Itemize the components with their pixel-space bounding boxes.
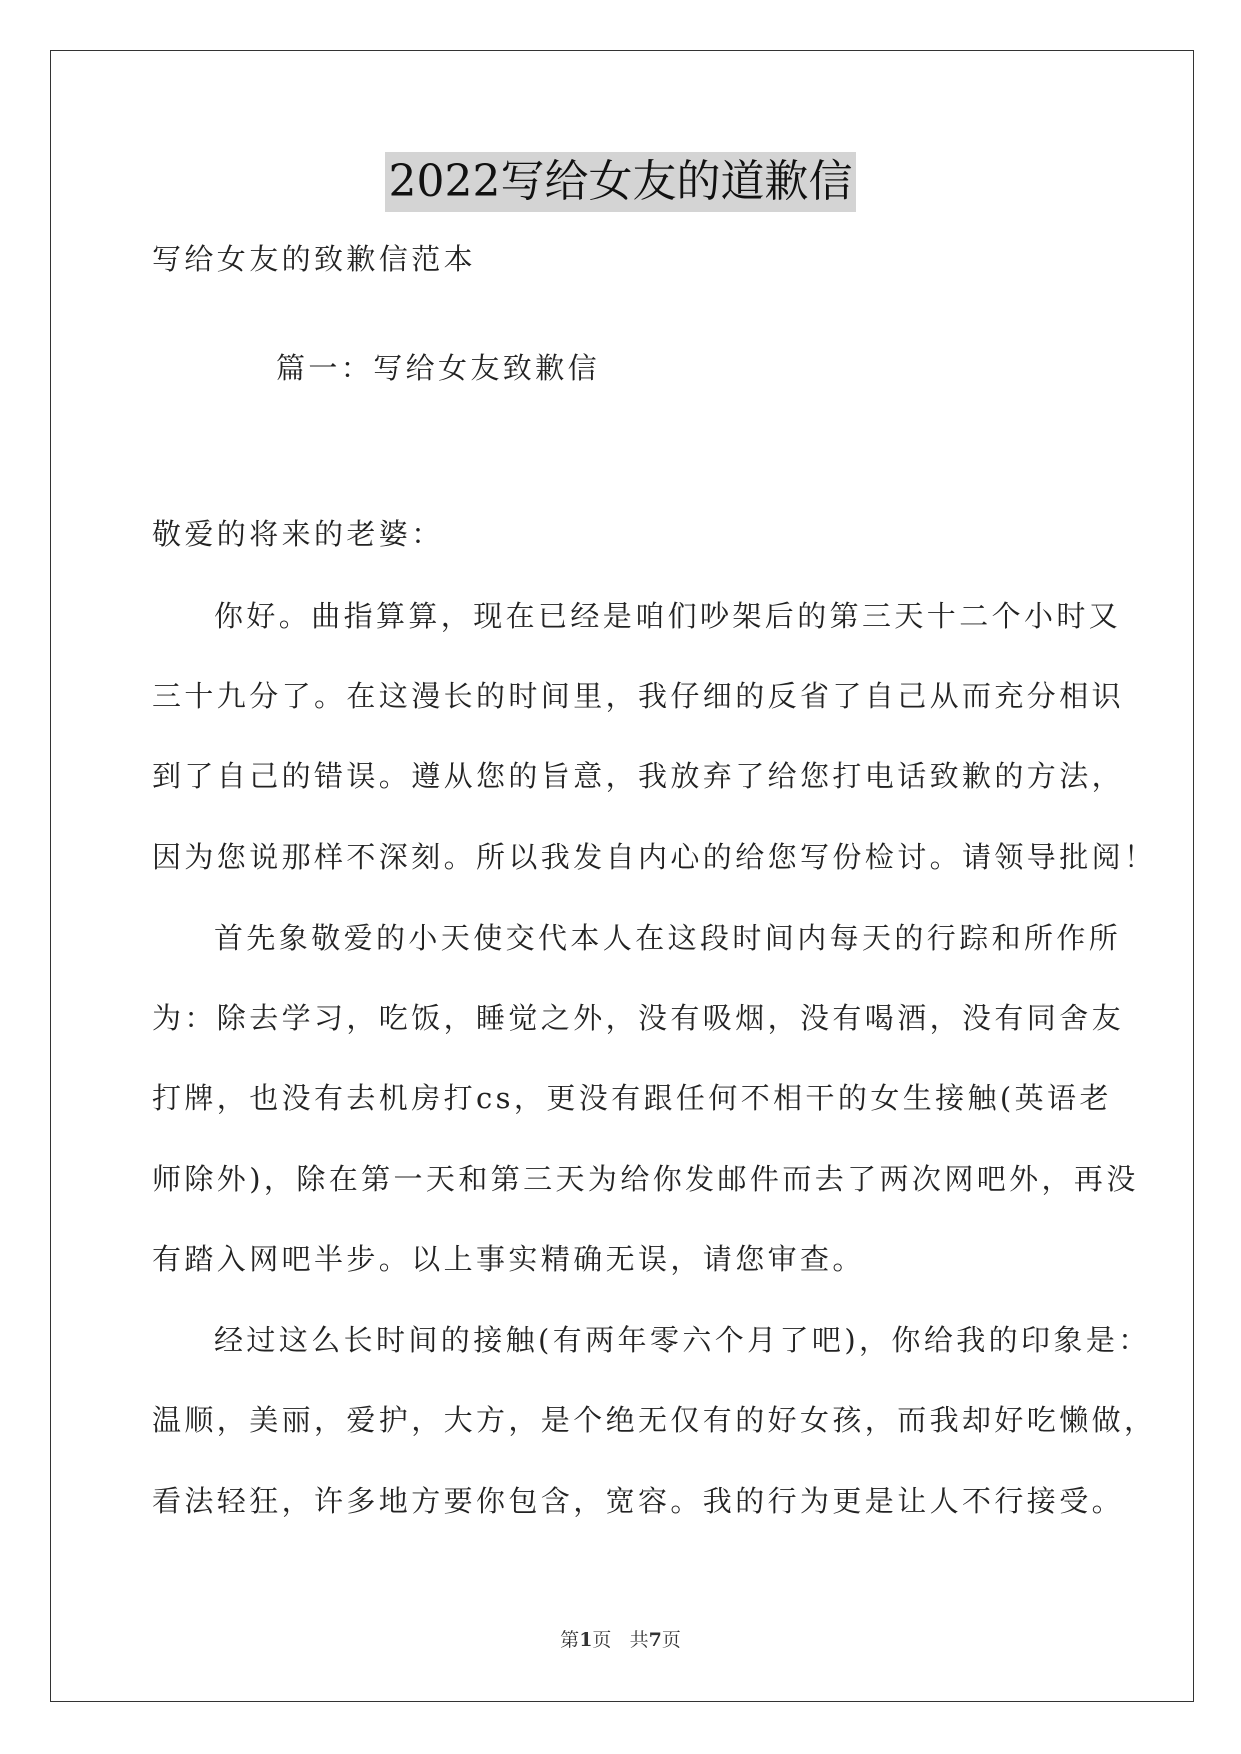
paragraph-line: 三十九分了。在这漫长的时间里，我仔细的反省了自己从而充分相识 xyxy=(152,679,1125,713)
document-title: 2022写给女友的道歉信 xyxy=(385,152,857,212)
paragraph-line: 你好。曲指算算，现在已经是咱们吵架后的第三天十二个小时又 xyxy=(214,599,1122,633)
paragraph-line: 经过这么长时间的接触(有两年零六个月了吧)，你给我的印象是： xyxy=(214,1323,1151,1357)
title-container xyxy=(0,152,1241,212)
paragraph-line: 温顺，美丽，爱护，大方，是个绝无仅有的好女孩，而我却好吃懒做， xyxy=(152,1403,1157,1437)
page-total: 7 xyxy=(648,1629,662,1651)
paragraph-line: 看法轻狂，许多地方要你包含，宽容。我的行为更是让人不行接受。 xyxy=(152,1484,1125,1518)
total-prefix: 共 xyxy=(629,1629,649,1651)
paragraph-line: 为：除去学习，吃饭，睡觉之外，没有吸烟，没有喝酒，没有同舍友 xyxy=(152,1001,1125,1035)
section-heading: 篇一：写给女友致歉信 xyxy=(276,351,601,385)
page-unit: 页 xyxy=(592,1629,612,1651)
paragraph-line: 师除外)，除在第一天和第三天为给你发邮件而去了两次网吧外，再没 xyxy=(152,1162,1139,1196)
subtitle: 写给女友的致歉信范本 xyxy=(152,242,477,276)
page-current: 1 xyxy=(579,1629,593,1651)
page-footer xyxy=(0,1627,1241,1653)
page-prefix: 第 xyxy=(560,1629,580,1651)
salutation: 敬爱的将来的老婆： xyxy=(152,517,444,551)
paragraph-line: 到了自己的错误。遵从您的旨意，我放弃了给您打电话致歉的方法， xyxy=(152,759,1125,793)
paragraph-line: 因为您说那样不深刻。所以我发自内心的给您写份检讨。请领导批阅！ xyxy=(152,840,1157,874)
paragraph-line: 首先象敬爱的小天使交代本人在这段时间内每天的行踪和所作所 xyxy=(214,921,1122,955)
paragraph-line: 有踏入网吧半步。以上事实精确无误，请您审查。 xyxy=(152,1242,865,1276)
total-unit: 页 xyxy=(661,1629,681,1651)
paragraph-line: 打牌，也没有去机房打cs，更没有跟任何不相干的女生接触(英语老 xyxy=(152,1081,1112,1115)
